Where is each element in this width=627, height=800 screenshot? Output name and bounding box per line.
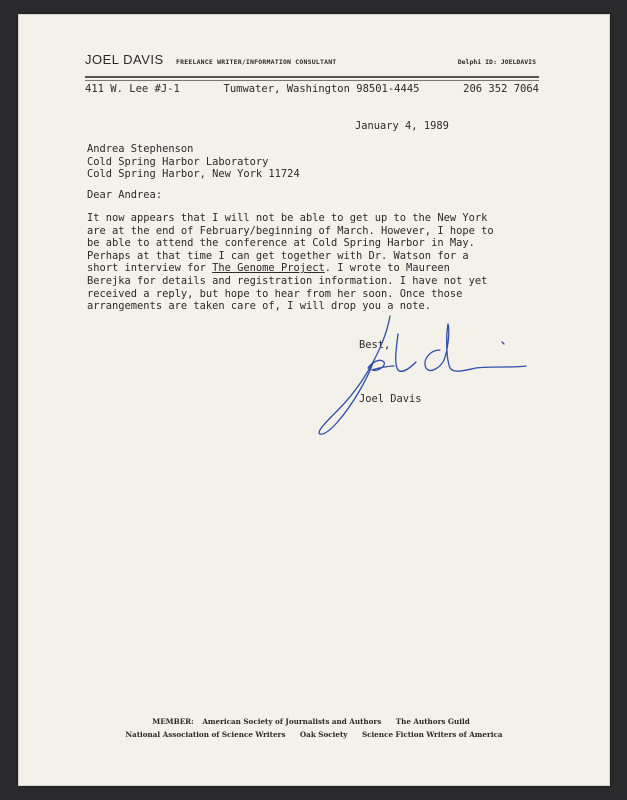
book-title: The Genome Project — [212, 262, 325, 275]
salutation: Dear Andrea: — [87, 189, 163, 201]
body-line-text: . I wrote to Maureen — [324, 262, 450, 275]
letterhead-phone: 206 352 7064 — [463, 83, 539, 95]
recipient-block — [87, 143, 300, 181]
footer-org: National Association of Science Writers — [125, 730, 286, 739]
letterhead-name: JOEL DAVIS — [85, 52, 164, 67]
body-line: arrangements are taken care of, I will drop you a note. — [87, 300, 432, 313]
letter-date: January 4, 1989 — [355, 120, 449, 132]
footer-org: Science Fiction Writers of America — [361, 730, 503, 739]
closing: Best, — [359, 339, 391, 351]
letterhead-city: Tumwater, Washington 98501-4445 — [223, 83, 420, 95]
recipient-name: Andrea Stephenson — [87, 143, 194, 155]
letterhead-address — [85, 83, 539, 95]
signer-name: Joel Davis — [359, 393, 422, 405]
body-line — [87, 262, 494, 275]
footer-memberships-line2 — [18, 730, 610, 739]
body-line: are at the end of February/beginning of March. However, I hope to — [87, 224, 494, 237]
letterhead-delphi-id: Delphi ID: JOELDAVIS — [457, 58, 536, 66]
body-line: Perhaps at that time I can get together with Dr. Watson for a — [87, 249, 469, 262]
letterhead-rule-thin — [85, 80, 539, 81]
handwritten-signature — [298, 310, 528, 450]
footer-memberships-line1 — [18, 717, 610, 726]
body-line: received a reply, but hope to hear from her soon. Once those — [87, 287, 463, 300]
body-line-text: short interview for — [87, 262, 213, 275]
footer-org: The Authors Guild — [395, 717, 470, 726]
body-line: be able to attend the conference at Cold Spring Harbor in May. — [87, 237, 475, 250]
letterhead-rule — [85, 76, 539, 78]
letter-body — [87, 212, 494, 313]
footer-org: American Society of Journalists and Authors — [202, 717, 382, 726]
recipient-org: Cold Spring Harbor Laboratory — [87, 155, 269, 168]
letterhead-street: 411 W. Lee #J-1 — [85, 83, 180, 95]
letterhead-role: FREELANCE WRITER/INFORMATION CONSULTANT — [176, 58, 337, 66]
body-line: It now appears that I will not be able to get up to the New York — [87, 212, 488, 224]
recipient-city: Cold Spring Harbor, New York 11724 — [87, 168, 300, 181]
letter-page — [18, 14, 610, 786]
footer-org: Oak Society — [299, 730, 348, 739]
footer-member-label: MEMBER: — [152, 717, 194, 726]
body-line: Berejka for details and registration information. I have not yet — [87, 274, 488, 287]
